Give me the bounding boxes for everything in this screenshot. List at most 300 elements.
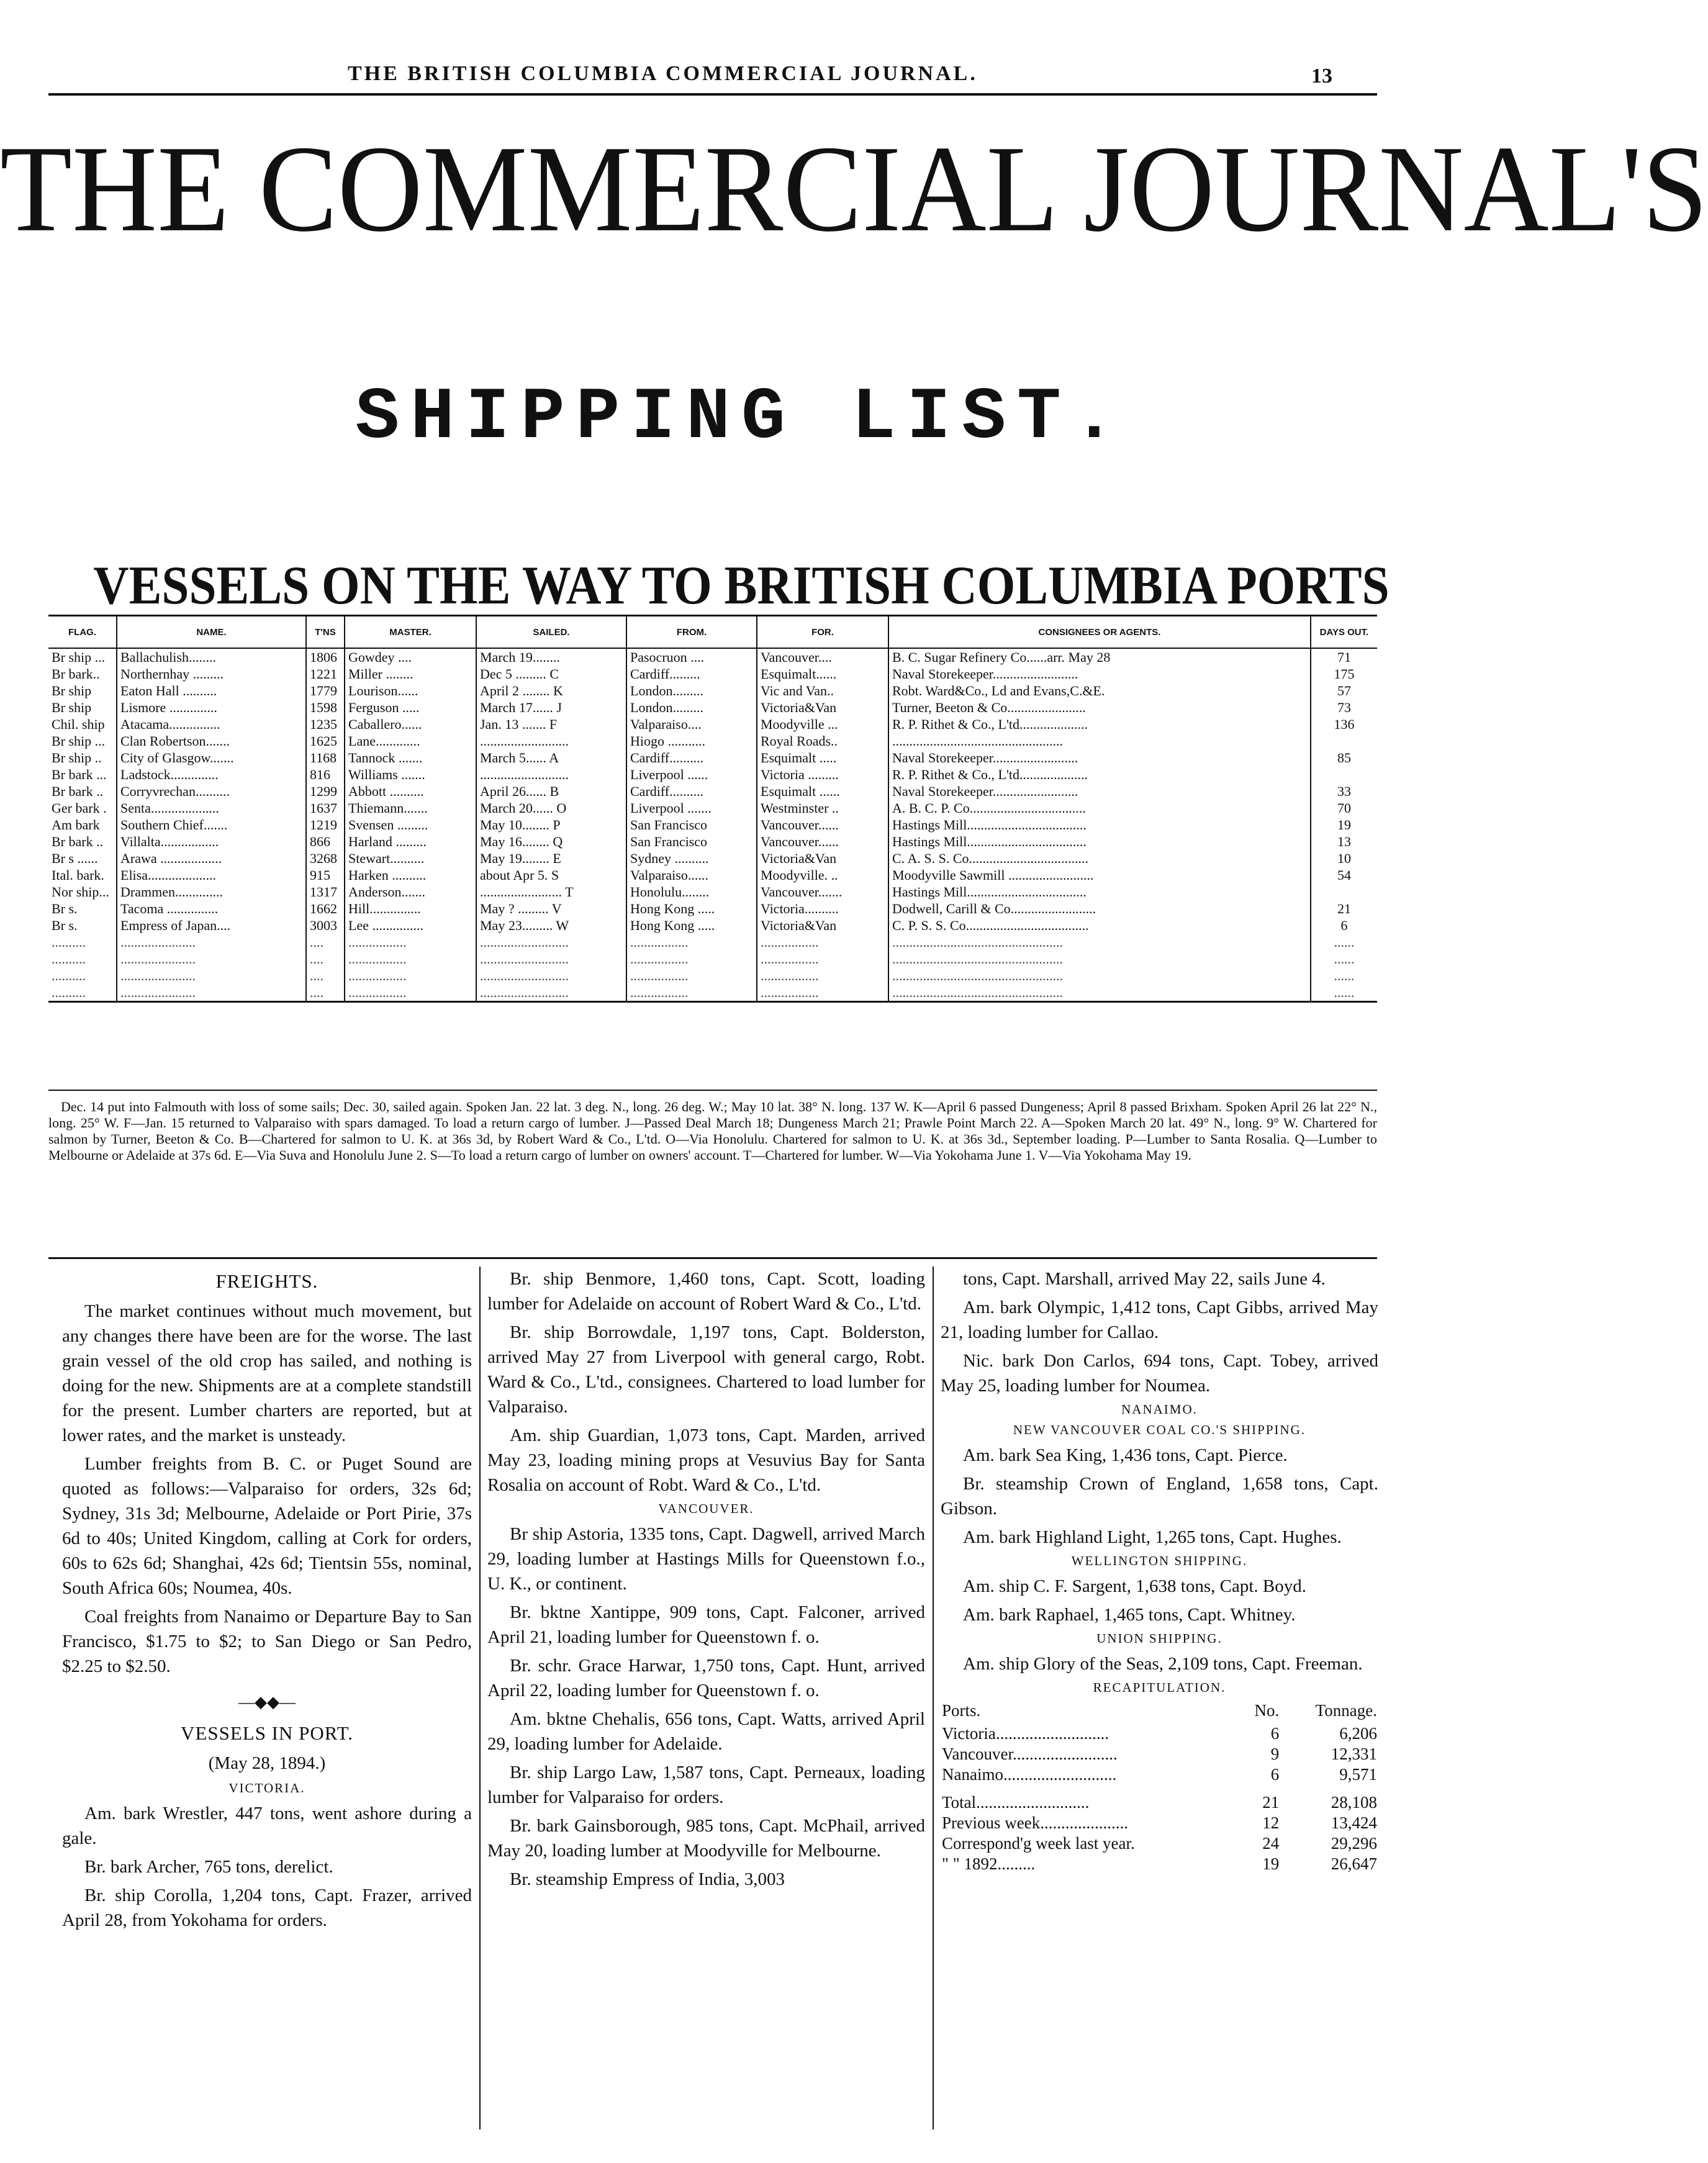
cell-days-out: 73 xyxy=(1337,700,1351,715)
cell-tons: 1168 xyxy=(306,749,345,766)
cell-consignees: .................................................. xyxy=(888,733,1311,749)
recap-tonnage: Tonnage. xyxy=(1315,1701,1377,1720)
cell-master: Lee ............... xyxy=(345,917,476,934)
notes-top-rule xyxy=(48,1090,1377,1091)
cell-consignees: C. P. S. S. Co.................................... xyxy=(888,917,1311,934)
vessels-in-port-heading: VESSELS IN PORT. xyxy=(181,1722,353,1744)
col-header-from: FROM. xyxy=(626,616,757,649)
cell-from: Valparaiso.... xyxy=(626,716,757,733)
cell-flag: Br s. xyxy=(48,917,117,934)
blank-cell: ...................... xyxy=(117,934,306,951)
col-header-master: MASTER. xyxy=(345,616,476,649)
victoria-heading: VICTORIA. xyxy=(228,1781,305,1795)
cell-tons: 1221 xyxy=(306,666,345,682)
cell-name: Northernhay ......... xyxy=(117,666,306,682)
cell-flag: Br bark ... xyxy=(48,766,117,783)
vessel-entry: Br ship Astoria, 1335 tons, Capt. Dagwell, arrived March 29, loading lumber at Hastings Mills for Queenstown f.o., U. K., or continent. xyxy=(487,1524,925,1594)
recap-port: Correspond'g week last year. xyxy=(942,1834,1135,1853)
cell-sailed: ........................ T xyxy=(476,883,626,900)
cell-for: Moodyville. .. xyxy=(757,867,888,883)
cell-sailed: March 19........ xyxy=(476,648,626,666)
column-vessels-2 xyxy=(487,1267,925,1895)
recap-port: " " 1892......... xyxy=(942,1854,1036,1873)
recap-count: 24 xyxy=(1262,1834,1280,1853)
cell-from: San Francisco xyxy=(626,833,757,850)
cell-consignees: Naval Storekeeper......................... xyxy=(888,749,1311,766)
cell-tons: 1662 xyxy=(306,900,345,917)
blank-cell: ...................... xyxy=(117,951,306,967)
vessel-entry: tons, Capt. Marshall, arrived May 22, sails June 4. xyxy=(963,1269,1326,1289)
cell-name: Corryvrechan.......... xyxy=(117,783,306,800)
running-head xyxy=(0,0,1483,93)
cell-name: Eaton Hall .......... xyxy=(117,682,306,699)
cell-sailed: March 20...... O xyxy=(476,800,626,816)
cell-master: Ferguson ..... xyxy=(345,699,476,716)
running-title: THE BRITISH COLUMBIA COMMERCIAL JOURNAL. xyxy=(348,62,978,85)
vessel-entry: Br. steamship Empress of India, 3,003 xyxy=(510,1869,785,1889)
blank-cell: ................. xyxy=(626,967,757,984)
cell-master: Lane............. xyxy=(345,733,476,749)
cell-from: Honolulu........ xyxy=(626,883,757,900)
cell-consignees: Hastings Mill................................... xyxy=(888,883,1311,900)
cell-for: Royal Roads.. xyxy=(757,733,888,749)
blank-cell: .......... xyxy=(48,951,117,967)
vessel-entry: Br. bktne Xantippe, 909 tons, Capt. Falconer, arrived April 21, loading lumber for Queenstown f. o. xyxy=(487,1602,925,1647)
cell-master: Tannock ....... xyxy=(345,749,476,766)
table-row xyxy=(48,666,1377,682)
cell-sailed: May 10........ P xyxy=(476,816,626,833)
cell-consignees: Naval Storekeeper......................... xyxy=(888,666,1311,682)
cell-name: Ballachulish........ xyxy=(117,648,306,666)
cell-from: Cardiff.......... xyxy=(626,783,757,800)
cell-days-out: 10 xyxy=(1337,851,1351,866)
blank-cell: .......................... xyxy=(476,967,626,984)
column-divider xyxy=(933,1267,934,2129)
cell-sailed: Dec 5 ......... C xyxy=(476,666,626,682)
page-number: 13 xyxy=(1311,65,1332,88)
col-header-flag: FLAG. xyxy=(48,616,117,649)
cell-name: Clan Robertson....... xyxy=(117,733,306,749)
vessels-table xyxy=(48,615,1377,1003)
blank-cell: ...... xyxy=(1311,984,1377,1002)
vessel-entry: Br. ship Benmore, 1,460 tons, Capt. Scott, loading lumber for Adelaide on account of Robert Ward & Co., L'td. xyxy=(487,1269,925,1314)
cell-for: Esquimalt ...... xyxy=(757,783,888,800)
cell-tons: 1779 xyxy=(306,682,345,699)
vessel-entry: Am. bark Wrestler, 447 tons, went ashore during a gale. xyxy=(62,1804,472,1848)
cell-sailed: .......................... xyxy=(476,766,626,783)
recapitulation-heading: RECAPITULATION. xyxy=(1093,1680,1226,1695)
table-row xyxy=(48,900,1377,917)
recap-port: Nanaimo........................... xyxy=(942,1765,1117,1784)
cell-consignees: Hastings Mill................................... xyxy=(888,833,1311,850)
recap-count: No. xyxy=(1254,1701,1280,1720)
recap-row xyxy=(941,1833,1378,1854)
cell-flag: Br ship ... xyxy=(48,733,117,749)
cell-from: London......... xyxy=(626,699,757,716)
cell-name: Elisa.................... xyxy=(117,867,306,883)
blank-cell: ................. xyxy=(757,984,888,1002)
cell-sailed: .......................... xyxy=(476,733,626,749)
cell-name: Senta.................... xyxy=(117,800,306,816)
cell-tons: 3268 xyxy=(306,850,345,867)
vessel-entry: Am. ship Glory of the Seas, 2,109 tons, Capt. Freeman. xyxy=(963,1654,1363,1674)
cell-name: Ladstock.............. xyxy=(117,766,306,783)
cell-master: Gowdey .... xyxy=(345,648,476,666)
blank-cell: ................. xyxy=(345,984,476,1002)
blank-cell: .................................................. xyxy=(888,934,1311,951)
blank-cell: .......... xyxy=(48,984,117,1002)
recap-row xyxy=(941,1700,1378,1723)
cell-sailed: April 2 ........ K xyxy=(476,682,626,699)
col-header-days-out: DAYS OUT. xyxy=(1311,616,1377,649)
cell-days-out xyxy=(1311,883,1377,900)
vessel-entry: Am. bark Sea King, 1,436 tons, Capt. Pierce. xyxy=(963,1445,1288,1465)
blank-cell: .... xyxy=(306,951,345,967)
recap-port: Previous week..................... xyxy=(942,1813,1128,1832)
cell-days-out: 175 xyxy=(1334,666,1355,682)
recapitulation-table xyxy=(941,1700,1378,1874)
recap-port: Ports. xyxy=(942,1701,981,1720)
blank-cell: .................................................. xyxy=(888,984,1311,1002)
table-row xyxy=(48,682,1377,699)
cell-from: Cardiff......... xyxy=(626,666,757,682)
blank-row xyxy=(48,984,1377,1002)
cell-flag: Br bark .. xyxy=(48,833,117,850)
cell-name: Empress of Japan.... xyxy=(117,917,306,934)
cell-flag: Br ship xyxy=(48,699,117,716)
blank-row xyxy=(48,951,1377,967)
blank-cell: .................................................. xyxy=(888,951,1311,967)
column-vessels-3 xyxy=(941,1267,1378,1874)
table-row xyxy=(48,883,1377,900)
table-row xyxy=(48,749,1377,766)
cell-flag: Br ship xyxy=(48,682,117,699)
cell-days-out: 70 xyxy=(1337,800,1351,816)
cell-from: Valparaiso...... xyxy=(626,867,757,883)
wellington-heading: WELLINGTON SHIPPING. xyxy=(1071,1553,1248,1568)
cell-days-out: 6 xyxy=(1340,918,1348,933)
blank-cell: ................. xyxy=(626,951,757,967)
table-row xyxy=(48,800,1377,816)
cell-tons: 1317 xyxy=(306,883,345,900)
cell-flag: Br s. xyxy=(48,900,117,917)
recap-count: 19 xyxy=(1262,1854,1280,1873)
cell-sailed: April 26...... B xyxy=(476,783,626,800)
recap-row xyxy=(941,1854,1378,1874)
recap-tonnage: 26,647 xyxy=(1331,1854,1377,1873)
blank-cell: .... xyxy=(306,934,345,951)
vessel-entry: Am. ship Guardian, 1,073 tons, Capt. Marden, arrived May 23, loading mining props at Vesuvius Bay for Santa Rosalia on account of Robt. Ward & Co., L'td. xyxy=(487,1425,925,1495)
cell-days-out: 54 xyxy=(1337,867,1351,883)
freights-paragraph: The market continues without much movement, but any changes there have been are for the worse. The last grain vessel of the old crop has sailed, and nothing is doing for the new. Shipments are at a complete standstill for the present. Lumber charters are reported, but at lower rates, and the market is unsteady. xyxy=(62,1301,472,1445)
table-row xyxy=(48,833,1377,850)
blank-cell: .......................... xyxy=(476,951,626,967)
cell-consignees: Naval Storekeeper......................... xyxy=(888,783,1311,800)
cell-from: Liverpool ....... xyxy=(626,800,757,816)
cell-days-out: 33 xyxy=(1337,783,1351,799)
cell-for: Vancouver.... xyxy=(757,648,888,666)
blank-cell: ................. xyxy=(345,951,476,967)
table-row xyxy=(48,766,1377,783)
cell-from: Liverpool ...... xyxy=(626,766,757,783)
cell-consignees: Moodyville Sawmill ......................... xyxy=(888,867,1311,883)
cell-flag: Br ship .. xyxy=(48,749,117,766)
vancouver-heading: VANCOUVER. xyxy=(658,1501,754,1516)
cell-tons: 1235 xyxy=(306,716,345,733)
cell-master: Williams ....... xyxy=(345,766,476,783)
recap-count: 21 xyxy=(1262,1793,1280,1812)
cell-tons: 1625 xyxy=(306,733,345,749)
cell-from: Hong Kong ..... xyxy=(626,917,757,934)
blank-cell: .................................................. xyxy=(888,967,1311,984)
cell-from: Hong Kong ..... xyxy=(626,900,757,917)
col-header-tons: T'NS xyxy=(306,616,345,649)
vessel-entry: Br. steamship Crown of England, 1,658 tons, Capt. Gibson. xyxy=(941,1474,1378,1519)
blank-cell: ...... xyxy=(1334,934,1355,950)
freights-paragraph: Coal freights from Nanaimo or Departure Bay to San Francisco, $1.75 to $2; to San Diego or San Pedro, $2.25 to $2.50. xyxy=(62,1607,472,1676)
cell-for: Victoria ......... xyxy=(757,766,888,783)
cell-from: London......... xyxy=(626,682,757,699)
cell-from: Hiogo ........... xyxy=(626,733,757,749)
cell-tons: 915 xyxy=(306,867,345,883)
table-row xyxy=(48,816,1377,833)
cell-tons: 1219 xyxy=(306,816,345,833)
table-row xyxy=(48,716,1377,733)
recap-tonnage: 12,331 xyxy=(1331,1745,1377,1763)
cell-days-out xyxy=(1311,733,1377,749)
cell-days-out: 71 xyxy=(1337,649,1351,665)
blank-cell: ................. xyxy=(345,967,476,984)
cell-name: Lismore .............. xyxy=(117,699,306,716)
cell-consignees: Dodwell, Carill & Co......................... xyxy=(888,900,1311,917)
table-row xyxy=(48,783,1377,800)
recap-port: Total........................... xyxy=(942,1793,1090,1812)
cell-sailed: May 19........ E xyxy=(476,850,626,867)
blank-cell: .... xyxy=(306,967,345,984)
blank-cell: .... xyxy=(306,984,345,1002)
vessel-entry: Br. bark Archer, 765 tons, derelict. xyxy=(84,1857,333,1877)
recap-tonnage: 28,108 xyxy=(1331,1793,1377,1812)
cell-days-out: 13 xyxy=(1337,834,1351,849)
cell-for: Victoria&Van xyxy=(757,850,888,867)
vessel-entry: Am. bark Raphael, 1,465 tons, Capt. Whitney. xyxy=(963,1605,1296,1625)
recap-row xyxy=(941,1764,1378,1785)
freights-paragraph: Lumber freights from B. C. or Puget Sound are quoted as follows:—Valparaiso for orders, 32s 6d; Sydney, 31s 3d; Melbourne, Adelaide or Port Pirie, 37s 6d to 40s; United Kingdom, calling at Cork for orders, 60s to 62s 6d; Shanghai, 42s 6d; Tientsin 55s, nominal, South Africa 60s; Noumea, 40s. xyxy=(62,1454,472,1598)
notes-bottom-rule xyxy=(48,1257,1377,1259)
cell-days-out: 85 xyxy=(1337,750,1351,765)
blank-cell: .......... xyxy=(48,967,117,984)
recap-port: Vancouver......................... xyxy=(942,1745,1118,1763)
cell-sailed: May ? ......... V xyxy=(476,900,626,917)
table-row xyxy=(48,699,1377,716)
cell-consignees: Robt. Ward&Co., Ld and Evans,C.&E. xyxy=(888,682,1311,699)
cell-tons: 816 xyxy=(306,766,345,783)
cell-days-out xyxy=(1311,766,1377,783)
cell-for: Moodyville ... xyxy=(757,716,888,733)
cell-for: Esquimalt ..... xyxy=(757,749,888,766)
col-header-name: NAME. xyxy=(117,616,306,649)
cell-from: Sydney .......... xyxy=(626,850,757,867)
cell-days-out: 21 xyxy=(1337,901,1351,916)
cell-consignees: C. A. S. S. Co................................... xyxy=(888,850,1311,867)
table-row xyxy=(48,733,1377,749)
blank-cell: .......................... xyxy=(476,984,626,1002)
cell-sailed: Jan. 13 ....... F xyxy=(476,716,626,733)
cell-consignees: B. C. Sugar Refinery Co......arr. May 28 xyxy=(888,648,1311,666)
recap-tonnage: 9,571 xyxy=(1339,1765,1377,1784)
recap-count: 6 xyxy=(1270,1724,1280,1743)
cell-for: Vancouver...... xyxy=(757,833,888,850)
cell-flag: Br s ...... xyxy=(48,850,117,867)
blank-cell: ................. xyxy=(757,967,888,984)
blank-cell: ...... xyxy=(1334,968,1355,983)
cell-for: Esquimalt...... xyxy=(757,666,888,682)
recap-count: 12 xyxy=(1262,1813,1280,1832)
vessels-table-body xyxy=(48,648,1377,1002)
cell-tons: 1598 xyxy=(306,699,345,716)
blank-cell: ................. xyxy=(345,934,476,951)
vessel-entry: Br. schr. Grace Harwar, 1,750 tons, Capt. Hunt, arrived April 22, loading lumber for Queenstown f. o. xyxy=(487,1656,925,1700)
cell-days-out: 19 xyxy=(1337,817,1351,833)
blank-cell: ................. xyxy=(757,934,888,951)
blank-cell: .......... xyxy=(48,934,117,951)
cell-sailed: about Apr 5. S xyxy=(476,867,626,883)
cell-consignees: Turner, Beeton & Co....................... xyxy=(888,699,1311,716)
cell-from: San Francisco xyxy=(626,816,757,833)
vessel-entry: Nic. bark Don Carlos, 694 tons, Capt. Tobey, arrived May 25, loading lumber for Noumea. xyxy=(941,1351,1378,1396)
cell-master: Thiemann....... xyxy=(345,800,476,816)
col-header-sailed: SAILED. xyxy=(476,616,626,649)
column-freights xyxy=(62,1267,472,1936)
cell-master: Hill............... xyxy=(345,900,476,917)
cell-sailed: May 23......... W xyxy=(476,917,626,934)
blank-cell: ...................... xyxy=(117,967,306,984)
shipping-list-title: SHIPPING LIST. xyxy=(355,377,1127,459)
blank-cell: ................. xyxy=(626,934,757,951)
cell-master: Lourison...... xyxy=(345,682,476,699)
recap-row xyxy=(941,1813,1378,1833)
cell-tons: 866 xyxy=(306,833,345,850)
recap-tonnage: 13,424 xyxy=(1331,1813,1377,1832)
recapitulation-body xyxy=(941,1700,1378,1874)
blank-cell: ...................... xyxy=(117,984,306,1002)
col-header-consignees: CONSIGNEES OR AGENTS. xyxy=(888,616,1311,649)
col-header-for: FOR. xyxy=(757,616,888,649)
nanaimo-heading: NANAIMO. xyxy=(1121,1402,1198,1417)
cell-flag: Ger bark . xyxy=(48,800,117,816)
blank-row xyxy=(48,967,1377,984)
cell-tons: 1299 xyxy=(306,783,345,800)
cell-name: Atacama............... xyxy=(117,716,306,733)
masthead-title: THE COMMERCIAL JOURNAL'S xyxy=(0,120,1708,258)
table-row xyxy=(48,648,1377,666)
vessel-entry: Am. bktne Chehalis, 656 tons, Capt. Watts, arrived April 29, loading lumber for Adelaide. xyxy=(487,1709,925,1754)
cell-name: Drammen.............. xyxy=(117,883,306,900)
blank-cell: .......................... xyxy=(476,934,626,951)
cell-name: Tacoma ............... xyxy=(117,900,306,917)
vessels-heading: VESSELS ON THE WAY TO BRITISH COLUMBIA PORTS xyxy=(93,556,1389,616)
cell-master: Harken .......... xyxy=(345,867,476,883)
column-divider xyxy=(479,1267,481,2129)
cell-sailed: March 17...... J xyxy=(476,699,626,716)
table-footnotes: Dec. 14 put into Falmouth with loss of some sails; Dec. 30, sailed again. Spoken Jan. 22 lat. 3 deg. N., long. 26 deg. W.; May 10 lat. 38° N. long. 137 W. K—April 6 passed Dungeness; April 8 passed Brixham. Spoken April 26 lat 22° N., long. 25° W. F—Jan. 15 returned to Valparaiso with spars damaged. To load a return cargo of lumber. J—Passed Deal March 18; Dungeness March 21; Prawle Point March 22. A—Spoken March 20 lat. 49° N., long. 9° W. Chartered for salmon by Turner, Beeton & Co. B—Chartered for salmon to U. K. at 36s 3d, by Robert Ward & Co., L'td. O—Via Honolulu. Chartered for salmon to U. K. at 36s 3d., September loading. P—Lumber to Santa Rosalia. Q—Lumber to Melbourne or Adelaide at 37s 6d. E—Via Suva and Honolulu June 2. S—To load a return cargo of lumber on owners' account. T—Chartered for lumber. W—Via Yokohama June 1. V—Via Yokohama May 19. xyxy=(48,1099,1377,1163)
cell-name: Southern Chief....... xyxy=(117,816,306,833)
cell-flag: Br ship ... xyxy=(48,648,117,666)
recap-row xyxy=(941,1744,1378,1764)
recap-count: 6 xyxy=(1270,1765,1280,1784)
cell-master: Svensen ......... xyxy=(345,816,476,833)
port-date: (May 28, 1894.) xyxy=(208,1753,326,1773)
cell-flag: Nor ship... xyxy=(48,883,117,900)
cell-name: Villalta................. xyxy=(117,833,306,850)
cell-days-out: 57 xyxy=(1337,683,1351,698)
cell-for: Victoria&Van xyxy=(757,699,888,716)
cell-tons: 1806 xyxy=(306,648,345,666)
cell-consignees: A. B. C. P. Co.................................. xyxy=(888,800,1311,816)
recap-port: Victoria........................... xyxy=(942,1724,1109,1743)
cell-for: Vic and Van.. xyxy=(757,682,888,699)
cell-flag: Am bark xyxy=(48,816,117,833)
cell-tons: 3003 xyxy=(306,917,345,934)
cell-from: Cardiff.......... xyxy=(626,749,757,766)
table-row xyxy=(48,850,1377,867)
vessel-entry: Br. bark Gainsborough, 985 tons, Capt. McPhail, arrived May 20, loading lumber at Moodyville for Melbourne. xyxy=(487,1816,925,1861)
cell-for: Vancouver....... xyxy=(757,883,888,900)
union-heading: UNION SHIPPING. xyxy=(1096,1631,1222,1646)
vessel-entry: Am. bark Highland Light, 1,265 tons, Capt. Hughes. xyxy=(963,1527,1342,1547)
cell-master: Abbott .......... xyxy=(345,783,476,800)
cell-for: Vancouver...... xyxy=(757,816,888,833)
cell-consignees: Hastings Mill................................... xyxy=(888,816,1311,833)
recap-tonnage: 6,206 xyxy=(1339,1724,1377,1743)
table-row xyxy=(48,867,1377,883)
cell-from: Pasocruon .... xyxy=(626,648,757,666)
cell-master: Caballero...... xyxy=(345,716,476,733)
header-rule xyxy=(48,93,1377,96)
cell-name: Arawa .................. xyxy=(117,850,306,867)
cell-consignees: R. P. Rithet & Co., L'td.................... xyxy=(888,716,1311,733)
table-row xyxy=(48,917,1377,934)
cell-for: Victoria.......... xyxy=(757,900,888,917)
blank-cell: ...... xyxy=(1334,951,1355,967)
cell-master: Stewart.......... xyxy=(345,850,476,867)
vessel-entry: Br. ship Largo Law, 1,587 tons, Capt. Perneaux, loading lumber for Valparaiso for orders. xyxy=(487,1763,925,1807)
cell-name: City of Glasgow....... xyxy=(117,749,306,766)
vessel-entry: Am. bark Olympic, 1,412 tons, Capt Gibbs, arrived May 21, loading lumber for Callao. xyxy=(941,1298,1378,1342)
recap-row xyxy=(941,1785,1378,1813)
recap-row xyxy=(941,1723,1378,1744)
cell-master: Anderson....... xyxy=(345,883,476,900)
cell-days-out: 136 xyxy=(1334,716,1355,732)
blank-cell: ................. xyxy=(626,984,757,1002)
cell-consignees: R. P. Rithet & Co., L'td.................... xyxy=(888,766,1311,783)
section-flourish: —◆◆— xyxy=(238,1693,296,1711)
cell-flag: Chil. ship xyxy=(48,716,117,733)
cell-tons: 1637 xyxy=(306,800,345,816)
vessel-entry: Am. ship C. F. Sargent, 1,638 tons, Capt. Boyd. xyxy=(963,1576,1307,1596)
recap-tonnage: 29,296 xyxy=(1331,1834,1377,1853)
cell-for: Westminster .. xyxy=(757,800,888,816)
blank-row xyxy=(48,934,1377,951)
cell-sailed: May 16........ Q xyxy=(476,833,626,850)
vessel-entry: Br. ship Corolla, 1,204 tons, Capt. Frazer, arrived April 28, from Yokohama for orders. xyxy=(62,1885,472,1930)
vessel-entry: Br. ship Borrowdale, 1,197 tons, Capt. Bolderston, arrived May 27 from Liverpool with general cargo, Robt. Ward & Co., L'td., consignees. Chartered to load lumber for Valparaiso. xyxy=(487,1322,925,1417)
cell-flag: Br bark .. xyxy=(48,783,117,800)
cell-master: Harland ......... xyxy=(345,833,476,850)
cell-flag: Ital. bark. xyxy=(48,867,117,883)
cell-flag: Br bark.. xyxy=(48,666,117,682)
recap-count: 9 xyxy=(1270,1745,1280,1763)
